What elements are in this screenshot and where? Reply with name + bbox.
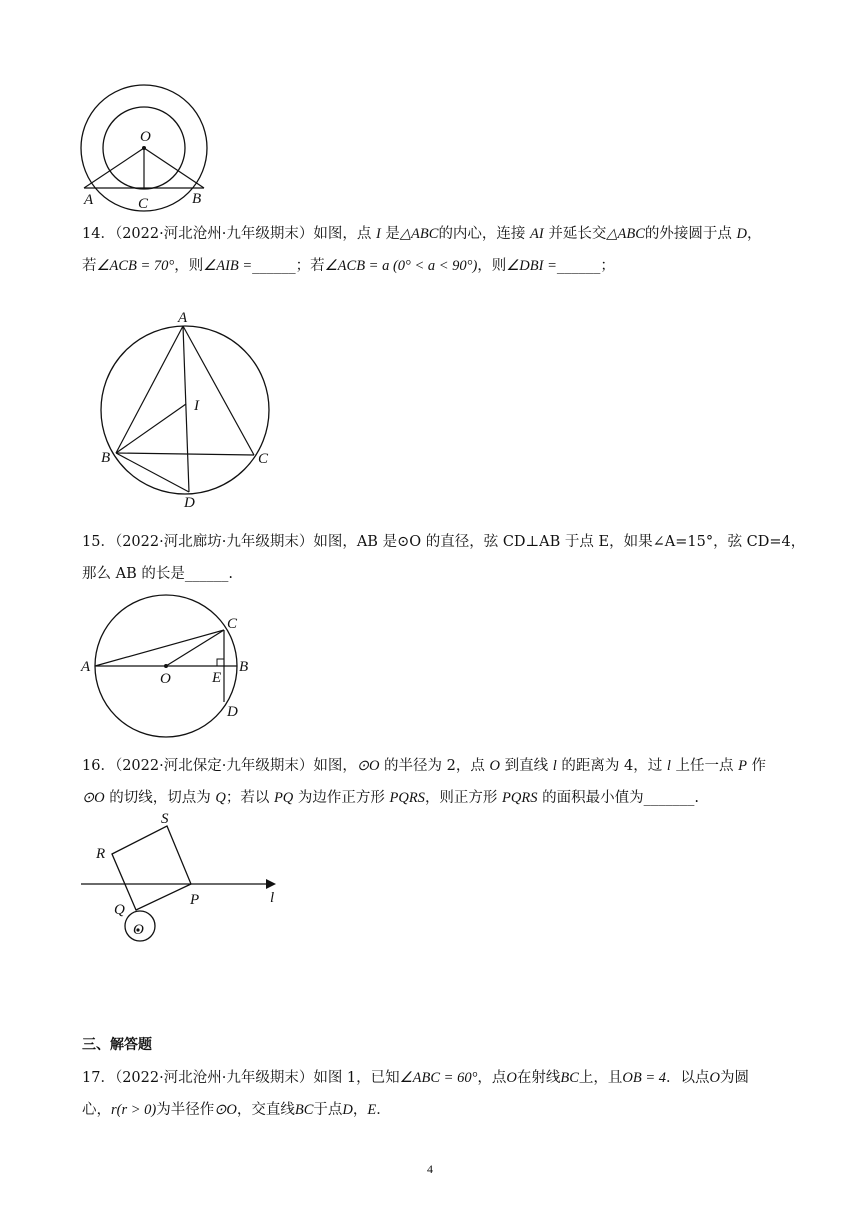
section-heading: 三、解答题 [82, 1037, 152, 1053]
q15-line2: 那么 AB 的长是______. [82, 566, 233, 582]
circumcircle [101, 326, 269, 494]
label-d: D [227, 704, 238, 720]
page-number: 4 [427, 1162, 433, 1176]
segment-bd [116, 453, 189, 492]
label-c: C [138, 196, 149, 212]
right-angle-mark [217, 659, 224, 666]
label-a: A [81, 659, 91, 675]
segment-bi [116, 404, 186, 453]
label-d: D [184, 495, 195, 511]
question-16 [82, 750, 782, 814]
label-a: A [84, 192, 94, 208]
q14-figure [96, 308, 286, 513]
label-q: Q [114, 902, 125, 918]
label-l: l [270, 890, 275, 906]
q16-line1: 16．（2022·河北保定·九年级期末）如图，⊙O 的半径为 2，点 O 到直线 l 的距离为 4，过 l 上任一点 P 作 [82, 758, 767, 774]
segment-oc [166, 630, 224, 666]
label-b: B [101, 450, 111, 466]
label-b: B [192, 191, 202, 207]
label-c: C [258, 451, 269, 467]
q14-line1: 14．（2022·河北沧州·九年级期末）如图，点 I 是△ABC的内心，连接 AI 并延长交△ABC的外接圆于点 D， [82, 226, 762, 242]
question-14 [82, 218, 782, 282]
side-ab [116, 326, 183, 453]
segment-ac [95, 630, 224, 666]
label-c: C [227, 616, 238, 632]
answer-blank: ______ [184, 566, 229, 582]
label-b: B [239, 659, 249, 675]
answer-blank: _______ [643, 790, 695, 806]
q16-line2: ⊙O 的切线，切点为 Q；若以 PQ 为边作正方形 PQRS，则正方形 PQRS 的面积最小值为_______. [82, 790, 699, 806]
answer-blank-2: ______ [556, 258, 601, 274]
segment-ob [144, 148, 204, 188]
arrow-head [266, 879, 276, 889]
q17-line1: 17．（2022·河北沧州·九年级期末）如图 1，已知∠ABC = 60°，点O在射线BC上，且OB = 4．以点O为圆 [82, 1070, 750, 1086]
q14-line2: 若∠ACB = 70°，则∠AIB =______；若∠ACB = a (0° < a < 90°)，则∠DBI =______； [82, 258, 615, 274]
label-e: E [212, 670, 222, 686]
question-15 [82, 526, 806, 590]
q16-figure [78, 812, 288, 947]
label-p: P [190, 892, 200, 908]
label-o: O [133, 922, 144, 938]
label-o: O [160, 671, 171, 687]
q17-line2: 心，r(r > 0)为半径作⊙O，交直线BC于点D，E． [82, 1102, 391, 1118]
answer-blank-1: ______ [252, 258, 296, 274]
center-dot [142, 146, 146, 150]
q15-line1: 15．（2022·河北廊坊·九年级期末）如图，AB 是⊙O 的直径，弦 CD⊥AB 于点 E，如果∠A=15°，弦 CD=4， [82, 534, 806, 550]
square-pqrs [112, 826, 191, 910]
label-o: O [140, 129, 151, 145]
label-i: I [194, 398, 199, 414]
side-ac [183, 326, 254, 455]
segment-ad [183, 326, 189, 492]
center-dot [164, 664, 168, 668]
label-a: A [178, 310, 188, 326]
q13-figure [70, 90, 220, 215]
q15-figure [78, 592, 268, 742]
question-17 [82, 1062, 782, 1126]
label-r: R [96, 846, 106, 862]
segment-oa [84, 148, 144, 188]
label-s: S [161, 811, 169, 827]
side-bc [116, 453, 254, 455]
